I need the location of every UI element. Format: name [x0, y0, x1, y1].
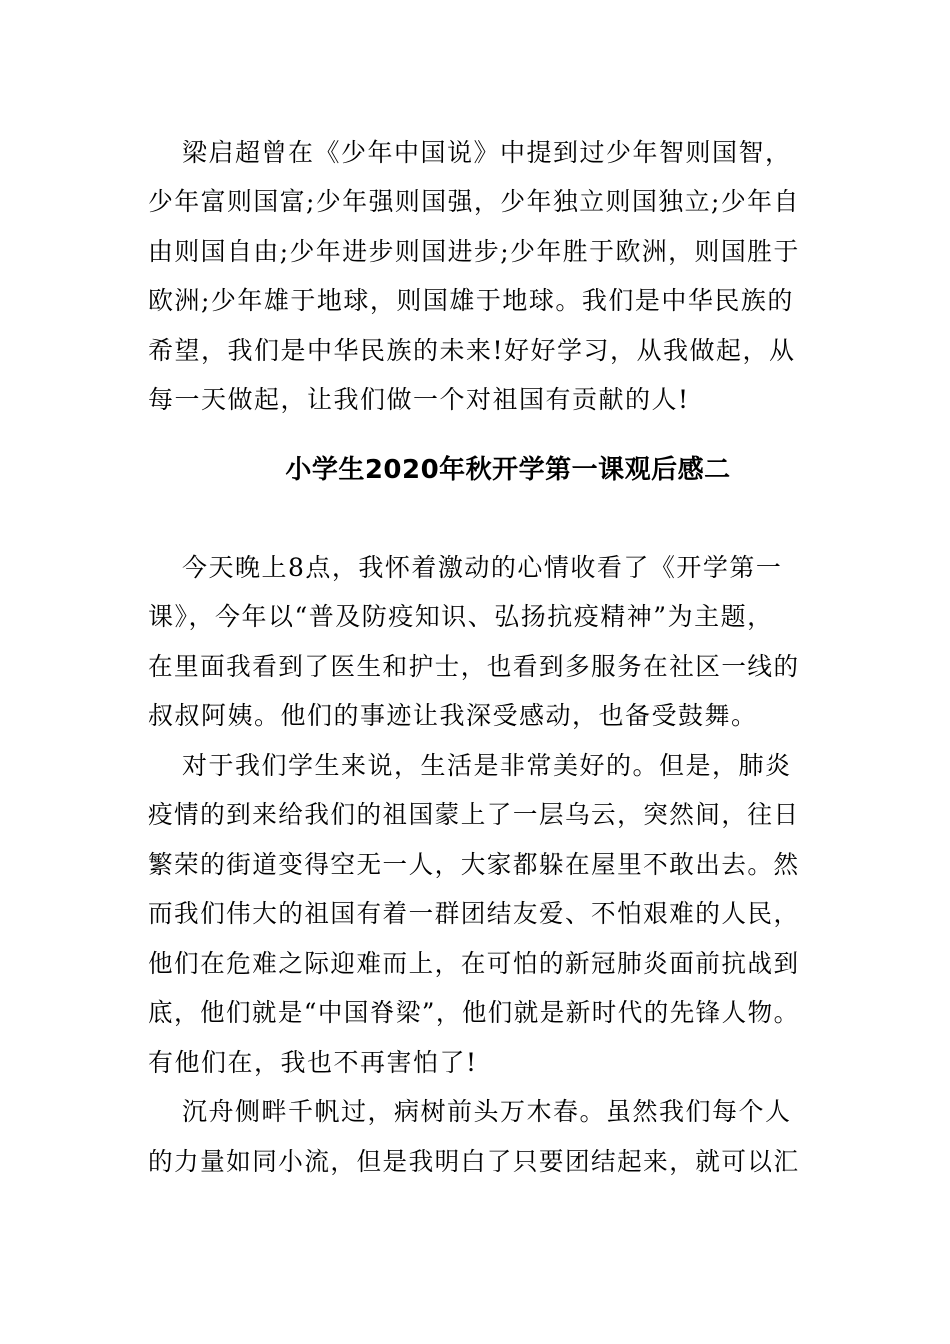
text-line: 疫情的到来给我们的祖国蒙上了一层乌云，突然间，往日: [148, 800, 800, 829]
text-line: 梁启超曾在《少年中国说》中提到过少年智则国智，: [182, 138, 792, 167]
text-line: 希望，我们是中华民族的未来!好好学习，从我做起，从: [148, 336, 796, 365]
text-line: 少年富则国富;少年强则国强，少年独立则国独立;少年自: [148, 187, 800, 216]
text-line: 欧洲;少年雄于地球，则国雄于地球。我们是中华民族的: [148, 286, 794, 315]
text-line: 对于我们学生来说，生活是非常美好的。但是，肺炎: [182, 751, 792, 780]
text-line: 课》，今年以“普及防疫知识、弘扬抗疫精神”为主题，: [148, 602, 774, 631]
text-line: 沉舟侧畔千帆过，病树前头万木春。虽然我们每个人: [182, 1097, 792, 1126]
text-line: 的力量如同小流，但是我明白了只要团结起来，就可以汇: [148, 1147, 800, 1176]
text-line: 繁荣的街道变得空无一人，大家都躲在屋里不敢出去。然: [148, 850, 800, 879]
text-line: 底，他们就是“中国脊梁”，他们就是新时代的先锋人物。: [148, 998, 800, 1027]
text-line: 今天晚上8点，我怀着激动的心情收看了《开学第一: [182, 553, 783, 582]
text-line: 由则国自由;少年进步则国进步;少年胜于欧洲，则国胜于: [148, 237, 800, 266]
text-line: 而我们伟大的祖国有着一群团结友爱、不怕艰难的人民，: [148, 899, 800, 928]
text-line: 他们在危难之际迎难而上，在可怕的新冠肺炎面前抗战到: [148, 949, 800, 978]
section-title: 小学生2020年秋开学第一课观后感二: [285, 455, 731, 485]
text-line: 每一天做起，让我们做一个对祖国有贡献的人!: [148, 385, 690, 414]
text-line: 有他们在，我也不再害怕了!: [148, 1048, 478, 1077]
text-line: 叔叔阿姨。他们的事迹让我深受感动，也备受鼓舞。: [148, 701, 758, 730]
text-line: 在里面我看到了医生和护士，也看到多服务在社区一线的: [148, 652, 800, 681]
